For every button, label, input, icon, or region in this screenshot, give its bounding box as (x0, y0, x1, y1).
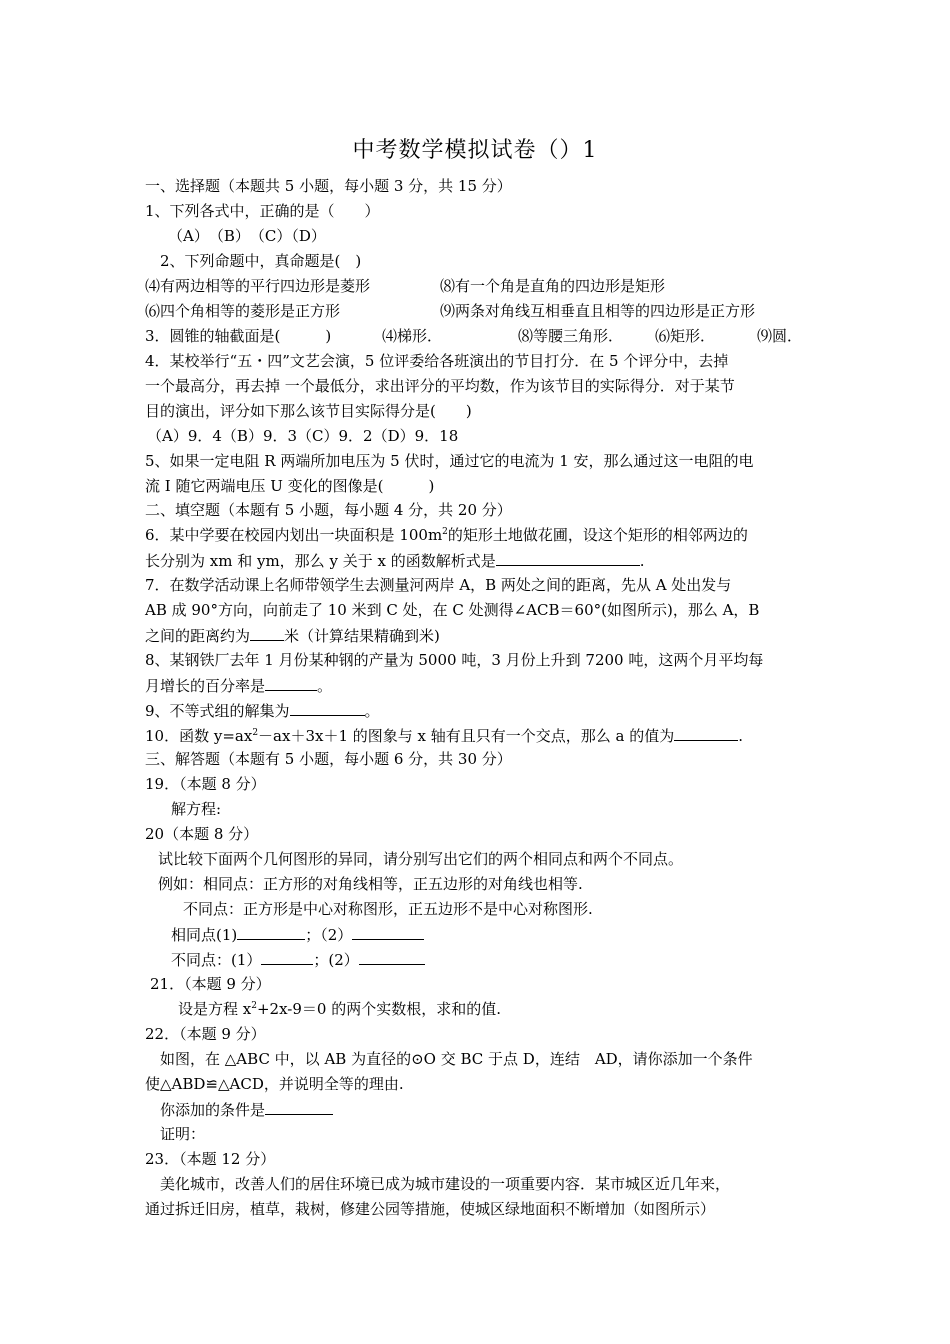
period: . (639, 552, 645, 570)
question-10-end: . (738, 727, 744, 745)
question-2-option-b: ⑻有一个角是直角的四边形是矩形 (440, 277, 666, 295)
question-2: 2、下列命题中，真命题是( ) (160, 252, 362, 270)
question-22-header: 22．（本题 9 分） (145, 1025, 266, 1043)
question-20-line-2: 例如：相同点：正方形的对角线相等，正五边形的对角线也相等. (158, 875, 583, 893)
added-condition-label: 你添加的条件是 (160, 1101, 266, 1119)
answer-blank[interactable] (237, 924, 305, 940)
same-points-label: 相同点(1) (171, 926, 238, 944)
section-choice-header: 一、选择题（本题共 5 小题，每小题 3 分，共 15 分） (145, 177, 512, 195)
question-8-text-b: 。 (317, 677, 333, 695)
question-9-end: 。 (364, 702, 380, 720)
question-23-line-1: 美化城市，改善人们的居住环境已成为城市建设的一项重要内容．某市城区近几年来， (160, 1175, 731, 1193)
question-10-text-a: 10．函数 y=ax (145, 727, 253, 745)
question-21-text-b: +2x-9＝0 的两个实数根，求和的值. (256, 1000, 501, 1018)
question-4-line-2: 一个最高分，再去掉 一个最低分，求出评分的平均数，作为该节目的实际得分．对于某节 (145, 377, 735, 395)
question-3-option-b: ⑻等腰三角形． (518, 327, 624, 345)
answer-blank[interactable] (674, 725, 738, 741)
answer-blank[interactable] (261, 949, 313, 965)
answer-blank[interactable] (359, 949, 425, 965)
superscript: 2 (251, 1001, 257, 1011)
question-22-line-3 (160, 1099, 333, 1119)
question-3-option-a: ⑷梯形． (382, 327, 443, 345)
question-9 (145, 700, 380, 720)
question-4-options: （A）9．4（B）9．3（C）9．2（D）9．18 (147, 427, 459, 445)
question-10 (145, 725, 743, 745)
question-10-text-b: －ax＋3x＋1 的图象与 x 轴有且只有一个交点，那么 a 的值为 (258, 727, 675, 745)
question-7-text-b: 米（计算结果精确到米) (284, 627, 440, 645)
question-1-options: （A） （B） （C）（D） (168, 227, 326, 245)
diff-points-label: 不同点：(1） (171, 951, 262, 969)
question-7-text-a: 之间的距离约为 (145, 627, 251, 645)
question-7-line-1: 7．在数学活动课上名师带领学生去测量河两岸 A，B 两处之间的距离，先从 A 处出发与 (145, 576, 732, 594)
question-2-option-c: ⑹四个角相等的菱形是正方形 (145, 302, 341, 320)
question-20-diff-points (171, 949, 425, 969)
answer-blank[interactable] (496, 550, 640, 566)
question-2-option-d: ⑼两条对角线互相垂直且相等的四边形是正方形 (440, 302, 756, 320)
answer-blank[interactable] (290, 700, 365, 716)
question-8-line-1: 8、某钢铁厂去年 1 月份某种钢的产量为 5000 吨，3 月份上升到 7200 吨，这两个月平均每 (145, 651, 764, 669)
question-2-option-a: ⑷有两边相等的平行四边形是菱形 (145, 277, 371, 295)
question-19-body: 解方程: (171, 800, 222, 818)
question-9-text: 9、不等式组的解集为 (145, 702, 290, 720)
question-8-line-2 (145, 675, 332, 695)
question-6-line-2 (145, 550, 644, 570)
superscript: 2 (252, 728, 259, 738)
question-1: 1、下列各式中，正确的是（ ） (145, 202, 380, 220)
question-5-line-1: 5、如果一定电阻 R 两端所加电压为 5 伏时，通过它的电流为 1 安，那么通过这一电阻的电 (145, 452, 754, 470)
section-answer-header: 三、解答题（本题有 5 小题，每小题 6 分，共 30 分） (145, 750, 512, 768)
question-6-line-1 (145, 525, 748, 545)
superscript: 2 (442, 527, 448, 537)
page-title: 中考数学模拟试卷（）1 (352, 138, 598, 163)
question-20-line-1: 试比较下面两个几何图形的异同，请分别写出它们的两个相同点和两个不同点。 (158, 850, 684, 868)
diff-points-label-2: ；(2） (313, 951, 359, 969)
question-22-proof: 证明： (160, 1125, 206, 1143)
question-8-text-a: 月增长的百分率是 (145, 677, 266, 695)
answer-blank[interactable] (250, 625, 284, 641)
question-20-header: 20（本题 8 分） (145, 825, 259, 843)
question-7-line-2: AB 成 90°方向，向前走了 10 米到 C 处，在 C 处测得∠ACB＝60°(如图所示)，那么 A，B (145, 601, 760, 619)
question-3-stem: 3．圆锥的轴截面是( ) (145, 327, 332, 345)
answer-blank[interactable] (352, 924, 424, 940)
answer-blank[interactable] (265, 675, 317, 691)
question-20-line-3: 不同点：正方形是中心对称图形，正五边形不是中心对称图形. (183, 900, 593, 918)
question-21-body (178, 999, 501, 1019)
question-7-line-3 (145, 625, 440, 645)
question-4-line-1: 4．某校举行“五・四”文艺会演，5 位评委给各班演出的节目打分．在 5 个评分中，去掉 (145, 352, 729, 370)
question-5-line-2: 流 I 随它两端电压 U 变化的图像是( ) (145, 477, 435, 495)
answer-blank[interactable] (265, 1099, 333, 1115)
question-23-header: 23．（本题 12 分） (145, 1150, 276, 1168)
question-3-option-d: ⑼圆． (757, 327, 803, 345)
section-fill-header: 二、填空题（本题有 5 小题，每小题 4 分，共 20 分） (145, 501, 512, 519)
question-21-header: 21．（本题 9 分） (150, 975, 271, 993)
question-22-line-2: 使△ABD≌△ACD，并说明全等的理由. (145, 1075, 404, 1093)
same-points-label-2: ；（2） (305, 926, 353, 944)
question-3-option-c: ⑹矩形． (655, 327, 716, 345)
question-22-line-1: 如图，在 △ABC 中，以 AB 为直径的⊙O 交 BC 于点 D，连结 AD，请你添加一个条件 (160, 1050, 753, 1068)
question-23-line-2: 通过拆迁旧房，植草，栽树，修建公园等措施，使城区绿地面积不断增加（如图所示） (145, 1200, 716, 1218)
question-6-text-b: 的矩形土地做花圃，设这个矩形的相邻两边的 (447, 526, 748, 544)
question-6-text-c: 长分别为 xm 和 ym，那么 y 关于 x 的函数解析式是 (145, 552, 496, 570)
question-6-text-a: 6．某中学要在校园内划出一块面积是 100m (145, 526, 443, 544)
question-4-line-3: 目的演出，评分如下那么该节目实际得分是( ) (145, 402, 472, 420)
question-21-text-a: 设是方程 x (178, 1000, 252, 1018)
question-20-same-points (171, 924, 424, 944)
question-19-header: 19．（本题 8 分） (145, 775, 266, 793)
